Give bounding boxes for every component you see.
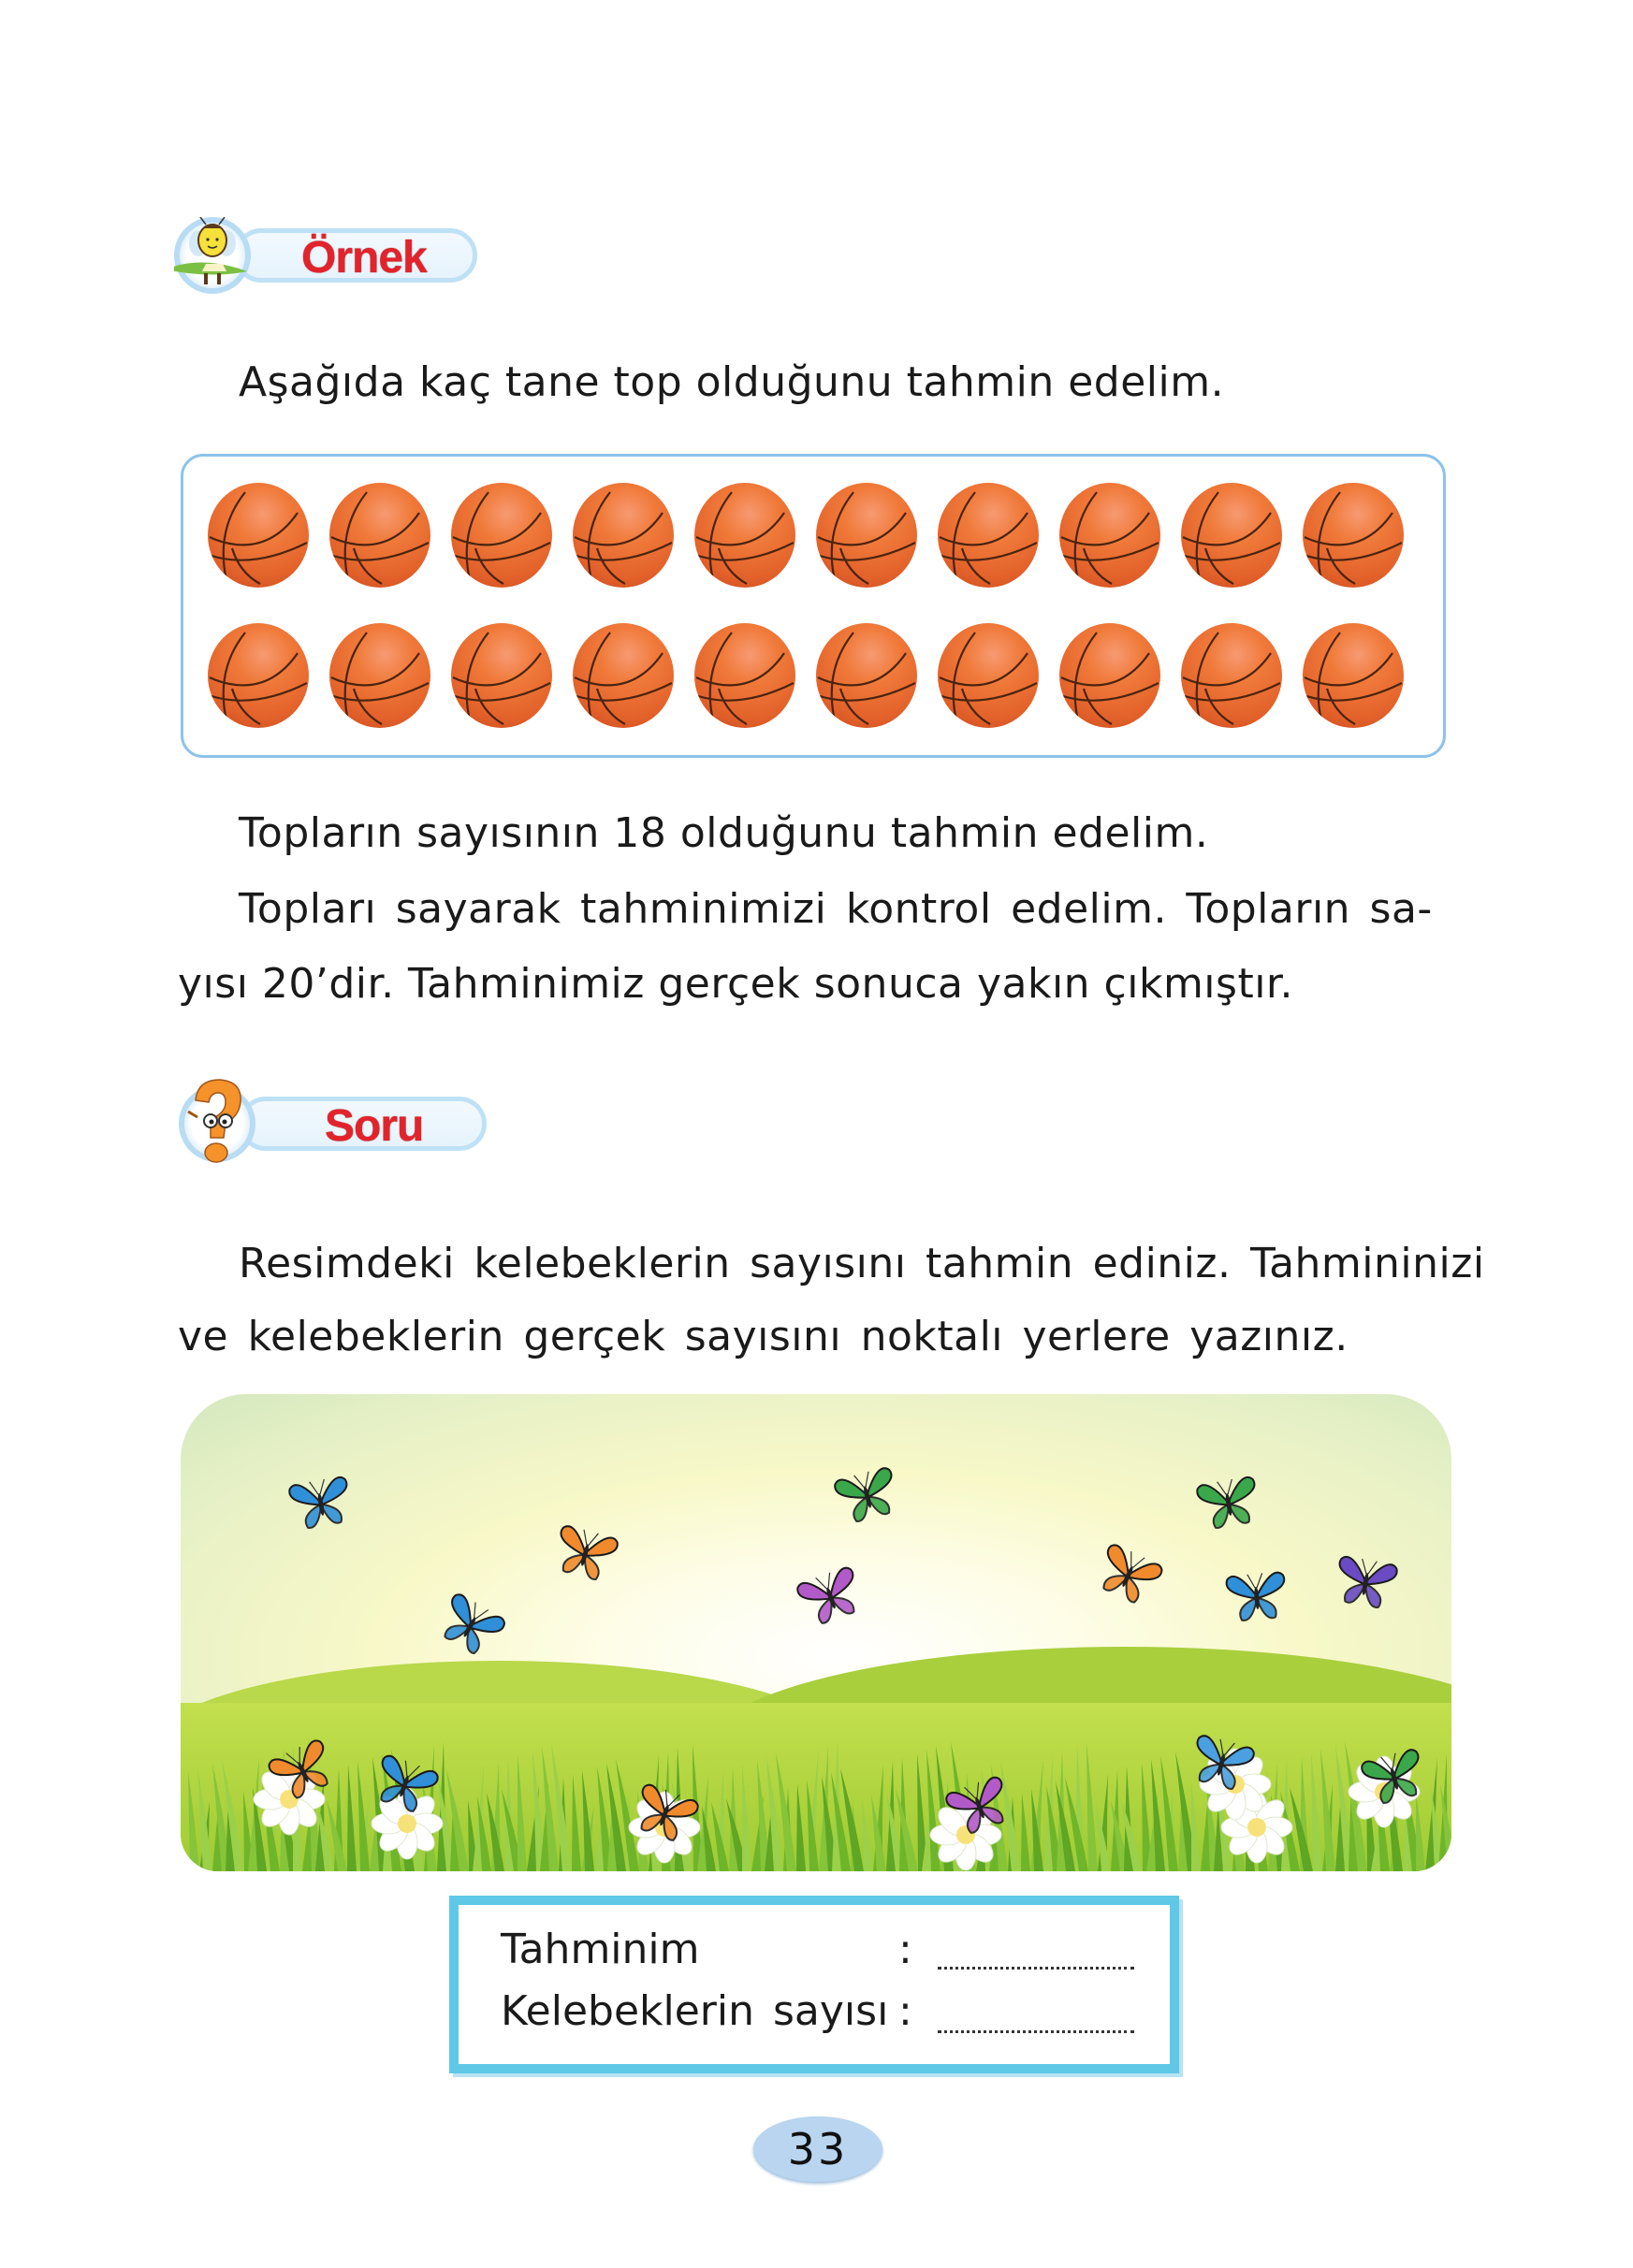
basketball-icon (329, 483, 430, 588)
explanation-line-3: yısı 20’dir. Tahminimiz gerçek sonuca yakın çıkmıştır. (178, 960, 1293, 1008)
butterfly-meadow-scene (181, 1394, 1451, 1871)
basketball-icon (451, 483, 552, 588)
butterfly-icon (785, 1551, 878, 1646)
basketball-icon (1059, 483, 1160, 588)
butterfly-icon (1218, 1558, 1296, 1638)
butterfly-icon (1324, 1541, 1407, 1627)
basketball-icon (816, 623, 917, 728)
basketball-icon (1181, 623, 1282, 728)
question-badge (173, 1085, 487, 1162)
estimate-answer-field[interactable] (938, 1967, 1134, 1970)
estimate-colon: : (898, 1926, 912, 1973)
example-badge-label: Örnek (301, 233, 427, 283)
basketball-icon (694, 483, 795, 588)
butterfly-icon (1079, 1528, 1175, 1626)
basketball-icon (1303, 483, 1404, 588)
explanation-line-2: Topları sayarak tahminimizi kontrol edelim. Topların sa- (239, 885, 1433, 933)
bee-writing-on-leaf-icon (174, 217, 251, 294)
question-prompt-line-2: ve kelebeklerin gerçek sayısını noktalı yerlere yazınız. (178, 1313, 1349, 1360)
basketball-icon (329, 623, 430, 728)
basketball-icon (1059, 623, 1160, 728)
butterfly-count-answer-field[interactable] (938, 2030, 1134, 2033)
basketball-icon (694, 623, 795, 728)
page-number: 33 (753, 2116, 882, 2182)
basketball-icon (1303, 623, 1404, 728)
basketball-icon (938, 483, 1039, 588)
question-mark-character-icon (179, 1085, 255, 1162)
butterfly-icon (1187, 1461, 1270, 1548)
basketball-icon (573, 483, 674, 588)
butterfly-icon (823, 1452, 911, 1543)
butterfly-count-colon: : (898, 1987, 912, 2035)
butterfly-icon (541, 1510, 629, 1601)
example-badge (168, 217, 482, 294)
question-badge-label: Soru (325, 1101, 424, 1151)
basketball-icon (208, 483, 309, 588)
basketball-icon (451, 623, 552, 728)
ball-row-2 (208, 623, 1404, 728)
answer-box (449, 1896, 1179, 2073)
estimate-label: Tahminim (501, 1926, 700, 1973)
basketball-icon (816, 483, 917, 588)
butterfly-count-label: Kelebeklerin sayısı (501, 1987, 889, 2035)
butterfly-icon (279, 1461, 362, 1548)
ball-box (181, 454, 1446, 758)
explanation-line-1: Topların sayısının 18 olduğunu tahmin edelim. (239, 809, 1209, 857)
basketball-icon (1181, 483, 1282, 588)
ball-row-1 (208, 483, 1404, 588)
basketball-icon (938, 623, 1039, 728)
basketball-icon (573, 623, 674, 728)
question-prompt-line-1: Resimdeki kelebeklerin sayısını tahmin ediniz. Tahmininizi (239, 1240, 1485, 1287)
basketball-icon (208, 623, 309, 728)
example-prompt: Aşağıda kaç tane top olduğunu tahmin edelim. (239, 358, 1225, 406)
